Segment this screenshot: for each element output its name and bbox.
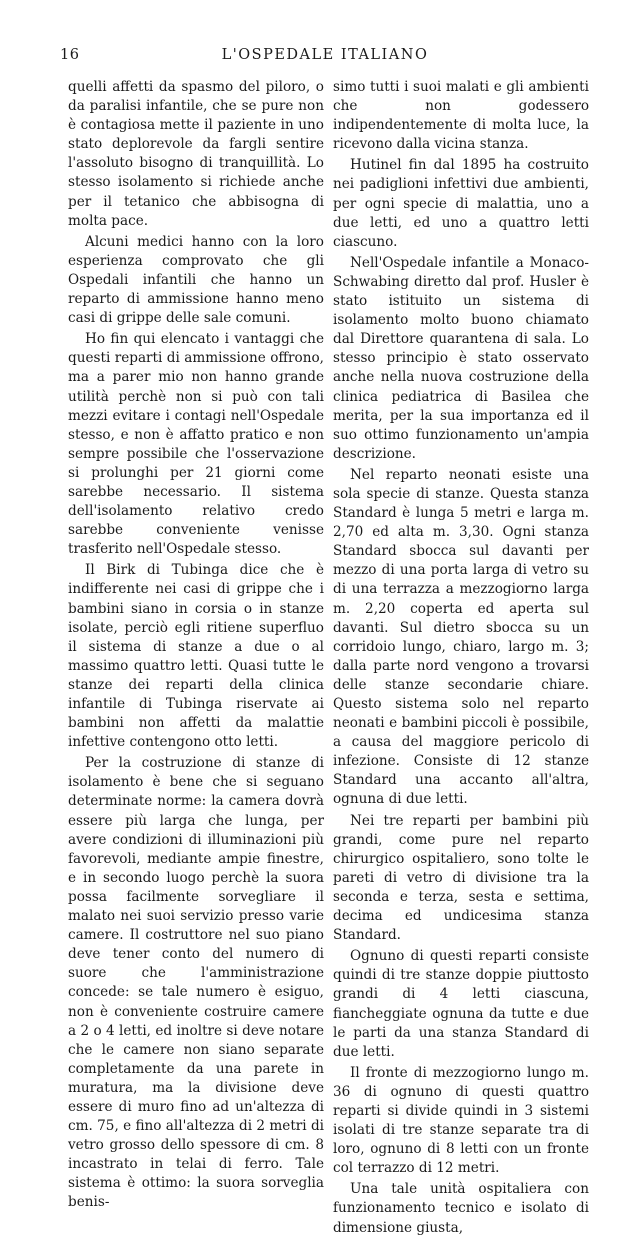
page-header	[60, 47, 590, 69]
right-column	[333, 78, 589, 1240]
paragraph: Per la costruzione di stanze di isolamento è bene che si seguano determinate norme: la camera dovrà essere più larga che lunga, per avere condizioni di illuminazioni più favorevoli, mediante ampie finestre, e in secondo luogo perchè la suora possa facilmente sorvegliare il malato nei suoi servizio presso varie camere. Il costruttore nel suo piano deve tener conto del numero di suore che l'amministrazione concede: se tale numero è esiguo, non è conveniente costruire camere a 2 o 4 letti, ed inoltre si deve notare che le camere non siano separate completamente da una parete in muratura, ma la divisione deve essere di muro fino ad un'altezza di cm. 75, e fino all'altezza di 2 metri di vetro grosso dello spessore di cm. 8 incastrato in telai di ferro. Tale sistema è ottimo: la suora sorveglia benis-	[68, 755, 324, 1211]
paragraph: Il Birk di Tubinga dice che è indifferente nei casi di grippe che i bambini siano in corsia o in stanze isolate, perciò egli ritiene superfluo il sistema di stanze a due o al massimo quattro letti. Quasi tutte le stanze dei reparti della clinica infantile di Tubinga riservate ai bambini non affetti da malattie infettive contengono otto letti.	[68, 562, 324, 751]
paragraph: simo tutti i suoi malati e gli ambienti che non godessero indipendentemente di molta luce, la ricevono dalla vicina stanza.	[333, 79, 589, 153]
paragraph: Hutinel fin dal 1895 ha costruito nei padiglioni infettivi due ambienti, per ogni specie di malattia, uno a due letti, ed uno a quattro letti ciascuno.	[333, 157, 589, 250]
left-column	[68, 78, 324, 1215]
paragraph: Nel reparto neonati esiste una sola specie di stanze. Questa stanza Standard è lunga 5 metri e larga m. 2,70 ed alta m. 3,30. Ogni stanza Standard sbocca sul davanti per mezzo di una porta larga di vetro su di una terrazza a mezzogiorno larga m. 2,20 coperta ed aperta sul davanti. Sul dietro sbocca su un corridoio lungo, chiaro, largo m. 3; dalla parte nord vengono a trovarsi delle stanze secondarie chiare. Questo sistema solo nel reparto neonati e bambini piccoli è possibile, a causa del maggiore pericolo di infezione. Consiste di 12 stanze Standard una accanto all'altra, ognuna di due letti.	[333, 466, 589, 808]
paragraph: Ho fin qui elencato i vantaggi che questi reparti di ammissione offrono, ma a parer mio non hanno grande utilità perchè non si può con tali mezzi evitare i contagi nell'Ospedale stesso, e non è affatto pratico e non sempre possibile che l'osservazione si prolunghi per 21 giorni come sarebbe necessario. Il sistema dell'isolamento relativo credo sarebbe conveniente venisse trasferito nell'Ospedale stesso.	[68, 331, 324, 558]
paragraph: Nell'Ospedale infantile a Monaco-Schwabing diretto dal prof. Husler è stato istituito un sistema di isolamento molto buono chiamato dal Direttore quarantena di sala. Lo stesso principio è stato osservato anche nella nuova costruzione della clinica pediatrica di Basilea che merita, per la sua importanza ed il suo ottimo funzionamento un'ampia descrizione.	[333, 254, 589, 462]
paragraph: Alcuni medici hanno con la loro esperienza comprovato che gli Ospedali infantili che hanno un reparto di ammissione hanno meno casi di grippe delle sale comuni.	[68, 233, 324, 327]
page-number: 16	[60, 47, 80, 63]
paragraph: Nei tre reparti per bambini più grandi, come pure nel reparto chirurgico ospitaliero, sono tolte le pareti di vetro di divisione tra la seconda e terza, sesta e settima, decima ed undicesima stanza Standard.	[333, 812, 589, 944]
paragraph: Ognuno di questi reparti consiste quindi di tre stanze doppie piuttosto grandi di 4 letti ciascuna, fiancheggiate ognuna da tutte e due le parti da una stanza Standard di due letti.	[333, 948, 589, 1060]
running-title: L'OSPEDALE ITALIANO	[221, 47, 429, 63]
paragraph: Una tale unità ospitaliera con funzionamento tecnico e isolato di dimensione giusta,	[333, 1181, 589, 1236]
paragraph: quelli affetti da spasmo del piloro, o da paralisi infantile, che se pure non è contagiosa mette il paziente in uno stato deplorevole da fargli sentire l'assoluto bisogno di tranquillità. Lo stesso isolamento si richiede anche per il tetanico che abbisogna di molta pace.	[68, 79, 324, 229]
paragraph: Il fronte di mezzogiorno lungo m. 36 di ognuno di questi quattro reparti si divide quindi in 3 sistemi isolati di tre stanze separate tra di loro, ognuno di 8 letti con un fronte col terrazzo di 12 metri.	[333, 1064, 589, 1177]
